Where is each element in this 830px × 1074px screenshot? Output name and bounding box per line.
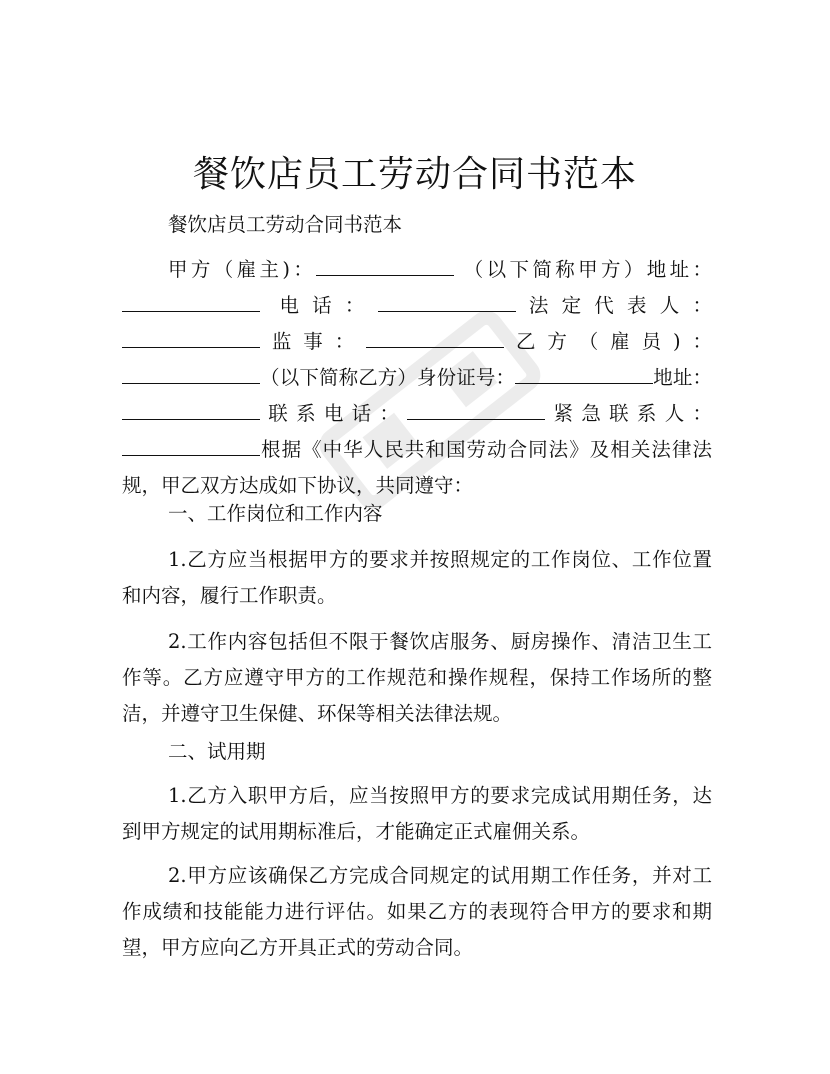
section-item: 2.工作内容包括但不限于餐饮店服务、厨房操作、清洁卫生工作等。乙方应遵守甲方的工作规范和操作规程，保持工作场所的整洁，并遵守卫生保健、环保等相关法律法规。 xyxy=(122,630,712,725)
employee-name-blank xyxy=(122,364,260,384)
legal-basis-text: 根据《中华人民共和国劳动合同法》及相关法律法规，甲乙双方达成如下协议，共同遵守： xyxy=(122,438,712,497)
legal-representative-blank xyxy=(122,328,260,348)
employee-abbreviation: （以下简称乙方）身份证号： xyxy=(260,366,516,389)
legal-representative-label: 法定代表人： xyxy=(515,294,712,317)
phone-label: 电话： xyxy=(279,294,378,317)
employer-phone-blank xyxy=(378,292,516,312)
employer-name-blank xyxy=(316,256,454,276)
employer-abbreviation: （以下简称甲方）地址： xyxy=(463,258,712,281)
document-title: 餐饮店员工劳动合同书范本 xyxy=(192,154,637,196)
supervisor-blank xyxy=(366,328,504,348)
contact-phone-blank xyxy=(407,400,545,420)
employee-address-blank xyxy=(122,400,260,420)
id-number-blank xyxy=(515,364,653,384)
section-heading: 一、工作岗位和工作内容 xyxy=(168,502,383,525)
contact-phone-label: 联系电话： xyxy=(260,402,408,425)
section-heading: 二、试用期 xyxy=(168,740,266,763)
section-item: 2.甲方应该确保乙方完成合同规定的试用期工作任务，并对工作成绩和技能能力进行评估。如果乙方的表现符合甲方的要求和期望，甲方应向乙方开具正式的劳动合同。 xyxy=(122,864,712,959)
supervisor-label: 监事： xyxy=(260,330,367,353)
employer-label: 甲方（雇主)： xyxy=(168,258,317,281)
emergency-contact-blank xyxy=(122,436,260,456)
section-item: 1.乙方入职甲方后，应当按照甲方的要求完成试用期任务，达到甲方规定的试用期标准后，才能确定正式雇佣关系。 xyxy=(122,784,712,843)
employer-address-blank xyxy=(122,292,260,312)
address-label: 地址： xyxy=(653,366,712,389)
emergency-contact-label: 紧急联系人： xyxy=(545,402,712,425)
employee-label: 乙方（雇员)： xyxy=(504,330,712,353)
section-item: 1.乙方应当根据甲方的要求并按照规定的工作岗位、工作位置和内容，履行工作职责。 xyxy=(122,548,712,607)
party-information xyxy=(122,252,712,504)
document-subtitle: 餐饮店员工劳动合同书范本 xyxy=(168,213,403,236)
